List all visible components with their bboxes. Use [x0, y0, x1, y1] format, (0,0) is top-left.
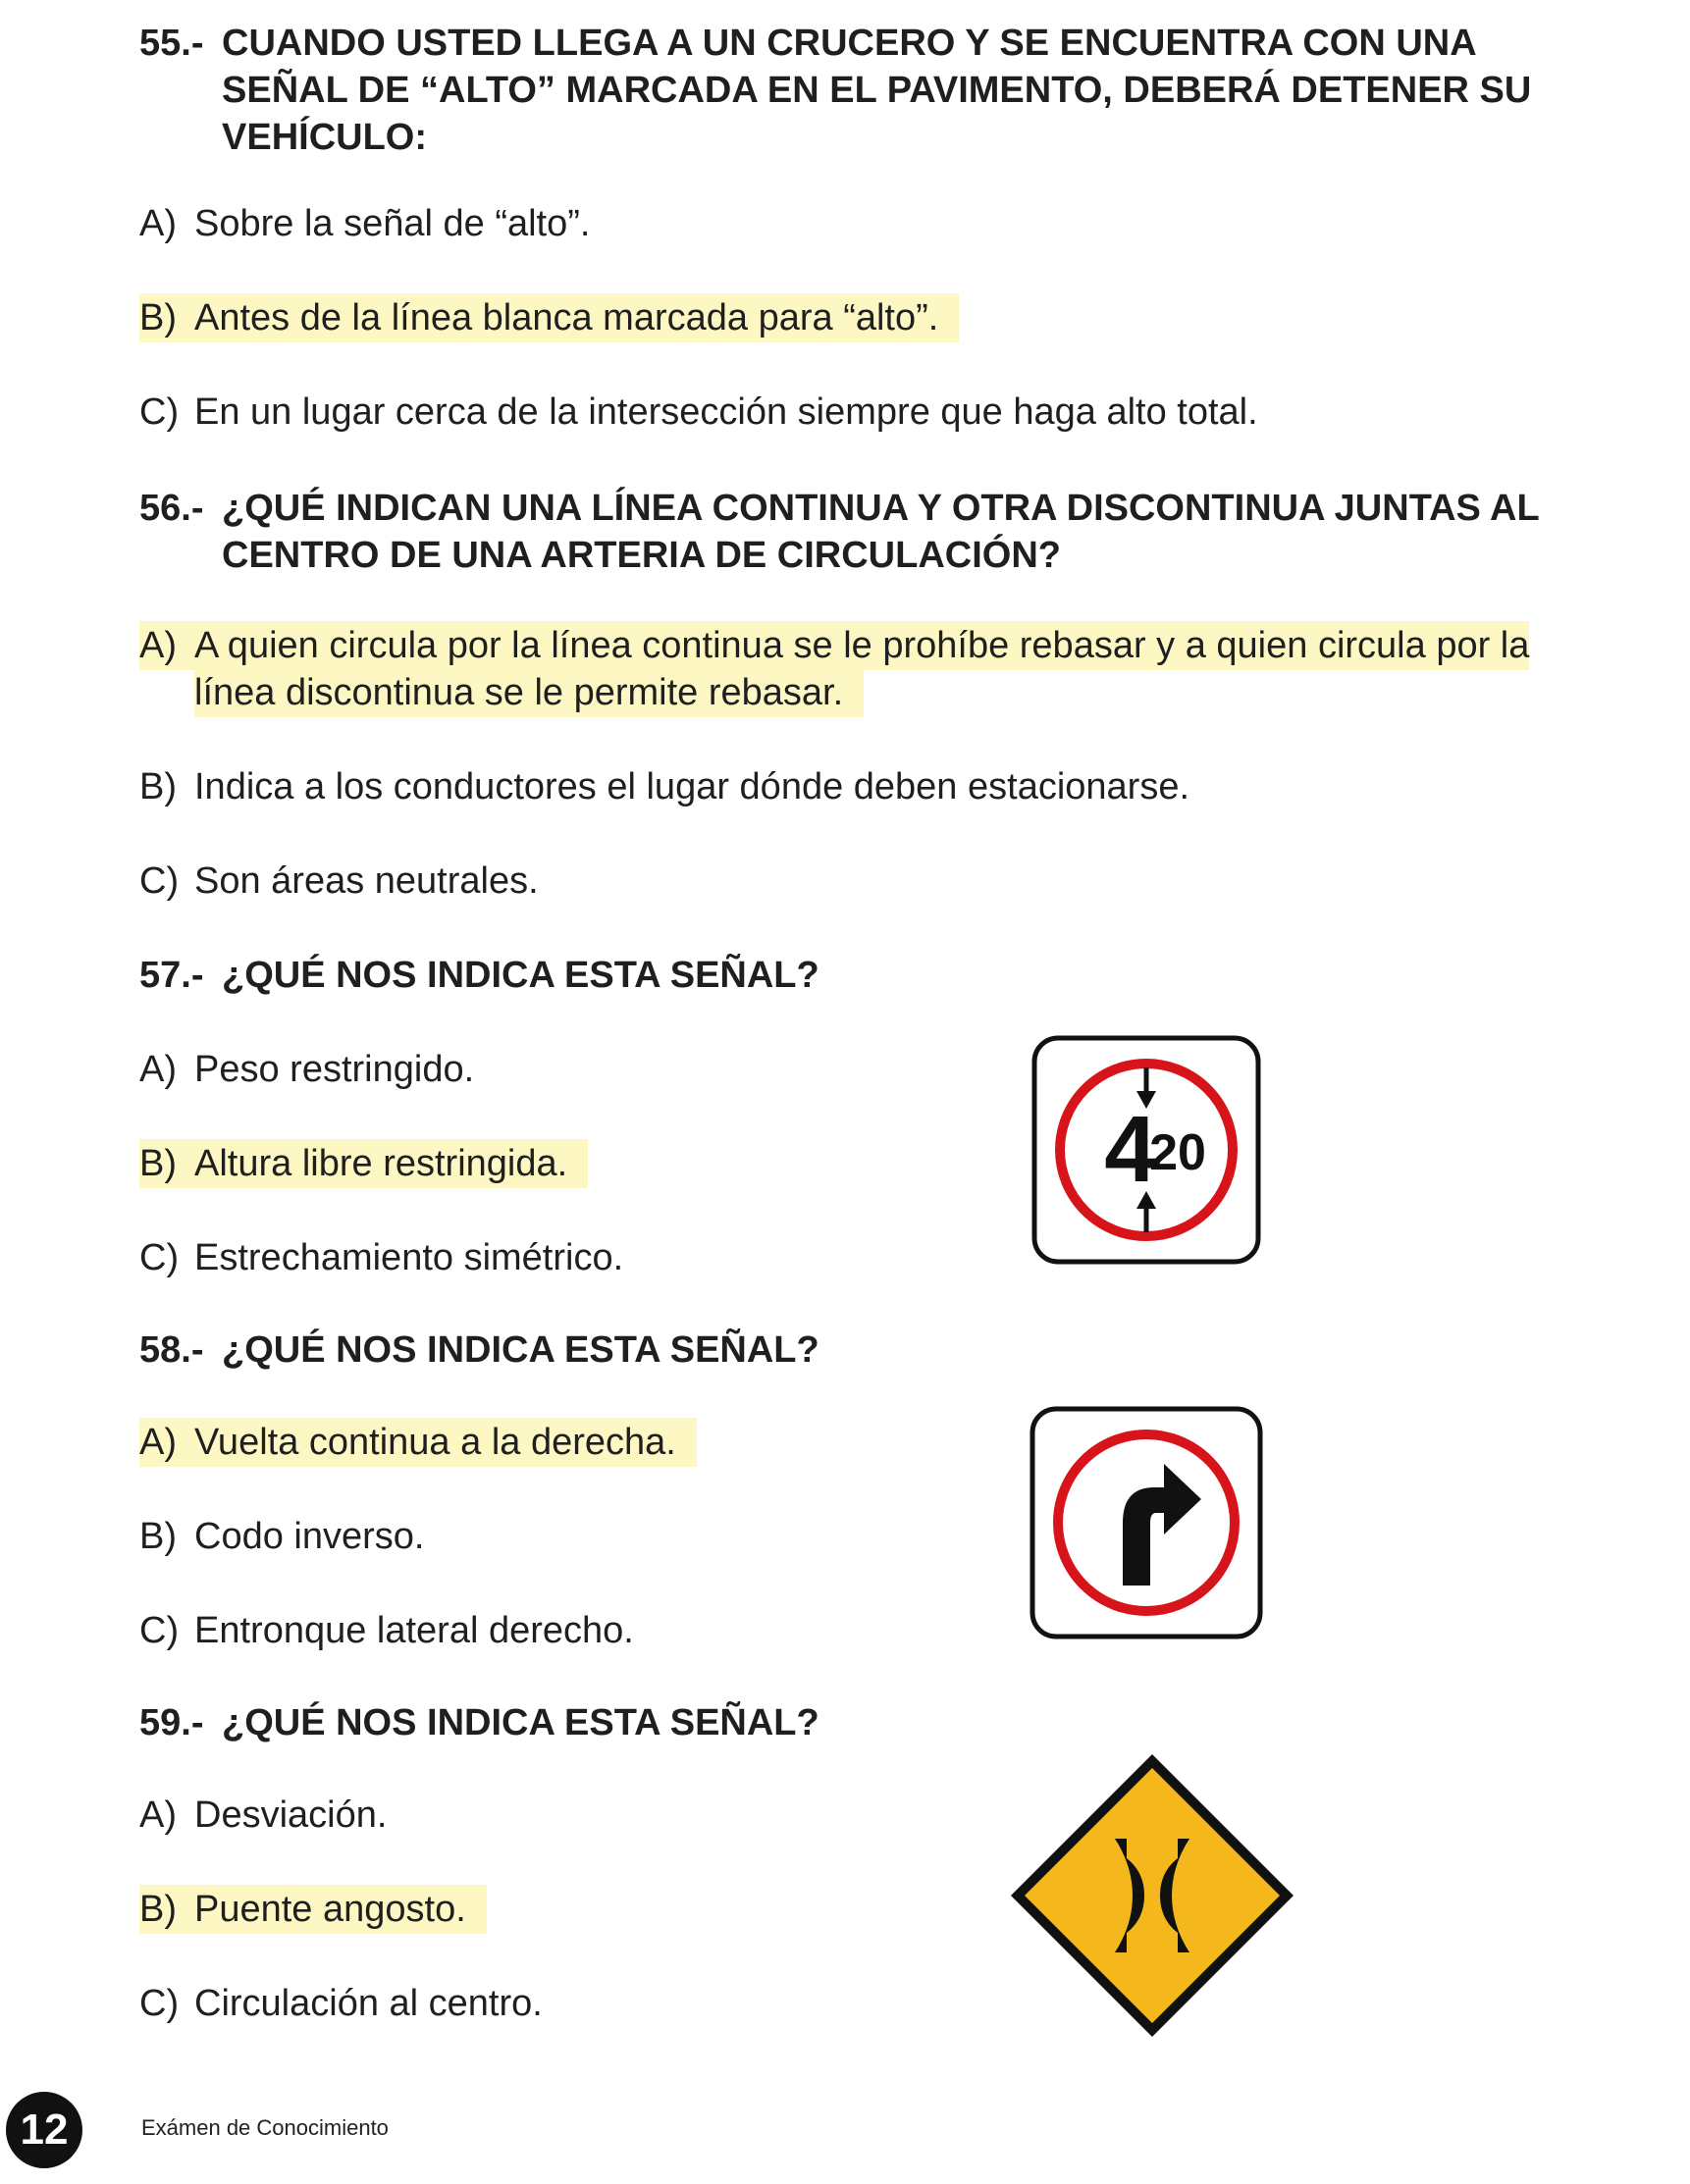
option-letter: B): [139, 297, 177, 338]
right-turn-sign: [1027, 1403, 1266, 1642]
title-line: ¿QUÉ NOS INDICA ESTA SEÑAL?: [222, 1702, 819, 1743]
title-line: CENTRO DE UNA ARTERIA DE CIRCULACIÓN?: [222, 535, 1061, 576]
option-letter: B): [139, 766, 177, 807]
question-59-option-b: [139, 1886, 487, 1933]
option-letter: A): [139, 1794, 177, 1836]
page-number-badge: 12: [6, 2092, 82, 2168]
question-56-title: [139, 485, 1680, 579]
option-text: En un lugar cerca de la intersección siempre que haga alto total.: [194, 391, 1258, 433]
answer-highlight: [139, 1418, 697, 1467]
question-number: 55.-: [139, 23, 204, 64]
option-letter: C): [139, 1983, 180, 2024]
question-number: 58.-: [139, 1329, 204, 1371]
question-59-option-a: [139, 1792, 387, 1839]
option-text: Estrechamiento simétrico.: [194, 1237, 624, 1278]
answer-highlight: [139, 621, 1529, 670]
option-text: Entronque lateral derecho.: [194, 1610, 634, 1651]
question-59-title: [139, 1699, 1680, 1746]
title-line: SEÑAL DE “ALTO” MARCADA EN EL PAVIMENTO, DEBERÁ DETENER SU: [222, 70, 1532, 111]
option-text: Son áreas neutrales.: [194, 860, 539, 902]
question-number: 59.-: [139, 1702, 204, 1743]
sign-yellow-face: [1025, 1768, 1280, 2023]
option-text: Vuelta continua a la derecha.: [194, 1422, 676, 1463]
title-line: CUANDO USTED LLEGA A UN CRUCERO Y SE ENCUENTRA CON UNA: [222, 23, 1477, 64]
answer-highlight: [139, 1885, 487, 1934]
question-55-option-a: [139, 200, 590, 247]
option-text: A quien circula por la línea continua se le prohíbe rebasar y a quien circula por la: [194, 625, 1530, 666]
option-letter: A): [139, 1049, 177, 1090]
question-55-title: [139, 20, 1680, 161]
question-56-option-a: [139, 622, 1680, 716]
question-57-option-a: [139, 1046, 474, 1093]
title-line: VEHÍCULO:: [222, 117, 427, 158]
option-text: Puente angosto.: [194, 1889, 466, 1930]
height-restriction-sign: [1029, 1032, 1264, 1268]
answer-highlight: [194, 668, 864, 717]
option-text-line2: línea discontinua se le permite rebasar.: [194, 672, 844, 713]
option-text: Desviación.: [194, 1794, 388, 1836]
title-line: ¿QUÉ NOS INDICA ESTA SEÑAL?: [222, 1329, 819, 1371]
option-text: Peso restringido.: [194, 1049, 475, 1090]
option-letter: A): [139, 625, 177, 666]
option-letter: A): [139, 203, 177, 244]
option-text: Sobre la señal de “alto”.: [194, 203, 591, 244]
answer-highlight: [139, 293, 959, 342]
option-letter: C): [139, 1237, 180, 1278]
option-text: Antes de la línea blanca marcada para “alto”.: [194, 297, 939, 338]
sign-height-meters: 4: [1104, 1097, 1157, 1202]
question-57-title: [139, 952, 1680, 999]
option-text: Circulación al centro.: [194, 1983, 543, 2024]
answer-highlight: [139, 1139, 588, 1188]
question-56-option-b: [139, 763, 1189, 810]
question-56-option-c: [139, 858, 539, 905]
question-58-option-a: [139, 1419, 697, 1466]
option-letter: B): [139, 1143, 177, 1184]
question-number: 56.-: [139, 488, 204, 529]
narrow-bridge-sign: [1005, 1748, 1299, 2043]
option-letter: C): [139, 1610, 180, 1651]
option-letter: B): [139, 1889, 177, 1930]
option-letter: B): [139, 1516, 177, 1557]
question-58-option-c: [139, 1607, 634, 1654]
title-line: ¿QUÉ NOS INDICA ESTA SEÑAL?: [222, 955, 819, 996]
footer-title: Exámen de Conocimiento: [141, 2115, 389, 2140]
option-letter: C): [139, 860, 180, 902]
option-text: Altura libre restringida.: [194, 1143, 568, 1184]
question-number: 57.-: [139, 955, 204, 996]
question-58-option-b: [139, 1513, 424, 1560]
sign-height-centimeters: 20: [1149, 1124, 1206, 1181]
option-letter: A): [139, 1422, 177, 1463]
question-55-option-b: [139, 294, 959, 341]
question-57-option-b: [139, 1140, 588, 1187]
option-text: Indica a los conductores el lugar dónde deben estacionarse.: [194, 766, 1190, 807]
option-text: Codo inverso.: [194, 1516, 425, 1557]
option-letter: C): [139, 391, 180, 433]
question-59-option-c: [139, 1980, 543, 2027]
question-57-option-c: [139, 1234, 623, 1281]
title-line: ¿QUÉ INDICAN UNA LÍNEA CONTINUA Y OTRA DISCONTINUA JUNTAS AL: [222, 488, 1540, 529]
question-55-option-c: [139, 389, 1258, 436]
question-58-title: [139, 1326, 1680, 1374]
